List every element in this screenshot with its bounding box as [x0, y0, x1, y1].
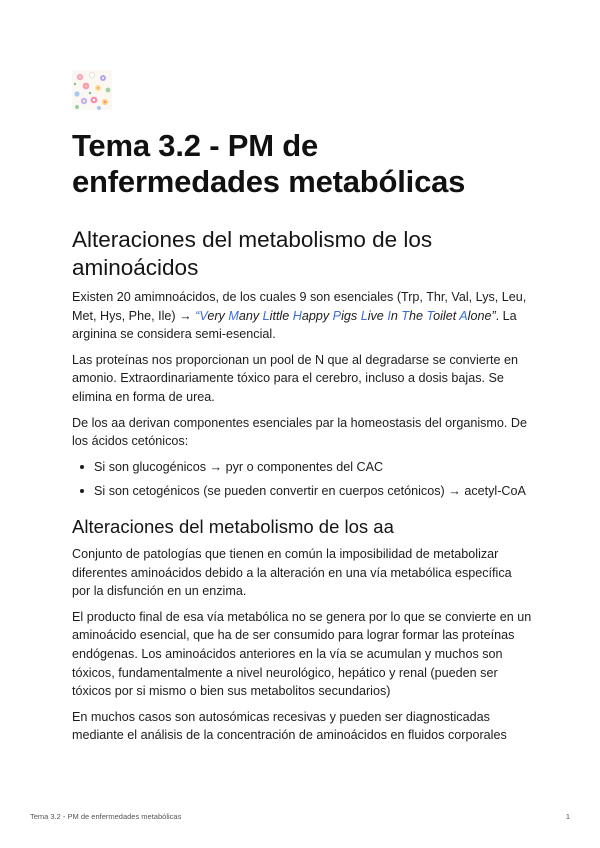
- list-item-glucogenic: Si son glucogénicos → pyr o componentes del CAC: [94, 458, 532, 477]
- mnemonic-phrase: [195, 309, 495, 323]
- ketoacid-fate-list: [72, 458, 532, 501]
- mnemonic-word-rest: he: [409, 308, 427, 323]
- mnemonic-word-rest: igs: [341, 308, 361, 323]
- page-title: Tema 3.2 - PM de enfermedades metabólicas: [72, 128, 466, 199]
- essential-aminoacids-paragraph: [72, 288, 532, 344]
- footer-document-title: Tema 3.2 - PM de enfermedades metabólicas: [30, 812, 182, 821]
- mnemonic-word-rest: ery: [207, 308, 229, 323]
- list-item-ketogenic: Si son cetogénicos (se pueden convertir en cuerpos cetónicos) → acetyl-CoA: [94, 482, 532, 501]
- mnemonic-initial: M: [228, 308, 239, 323]
- mnemonic-word-rest: appy: [301, 308, 333, 323]
- mnemonic-initial: A: [459, 308, 468, 323]
- page-number: 1: [565, 812, 570, 821]
- definition-paragraph: Conjunto de patologías que tienen en común la imposibilidad de metabolizar diferentes aminoácidos debido a la alteración en una vía metabólica específica por la disfunción en un enzima.: [72, 546, 512, 599]
- mnemonic-word-rest: ittle: [269, 308, 293, 323]
- mnemonic-initial: P: [332, 308, 342, 323]
- mnemonic-initial: “V: [195, 308, 208, 323]
- mnemonic-word-rest: oilet: [433, 308, 460, 323]
- arginine-note: . La arginina se considera semi-esencial.: [72, 308, 517, 342]
- end-product-paragraph: El producto final de esa vía metabólica no se genera por lo que se convierte en un aminoácido esencial, que ha de ser consumido para lograr formar las proteínas endógenas. Los aminoácidos anteriores en la vía se acumulan y muchos son tóxicos, fundamentalmente a nivel neurológico, hepático y renal (pueden ser tóxicos por si mismo o bien sus metabolitos secundarios): [72, 609, 532, 699]
- essential-aminoacids-lead: Existen 20 amimnoácidos, de los cuales 9 son esenciales (Trp, Thr, Val, Lys, Leu, Met, Hys, Phe, Ile) →: [72, 290, 527, 323]
- mnemonic-initial: T: [426, 308, 434, 323]
- mnemonic-word-rest: ive: [367, 308, 388, 323]
- section-heading-aminoacid-metabolism: Alteraciones del metabolismo de los aminoácidos: [72, 227, 433, 280]
- mnemonic-initial: H: [292, 308, 302, 323]
- blossom-pattern-icon: [72, 70, 112, 110]
- mnemonic-initial: I: [387, 308, 391, 323]
- diagnosis-paragraph: En muchos casos son autosómicas recesivas y pueden ser diagnosticadas mediante el análisis de la concentración de aminoácidos en fluidos corporales: [72, 709, 507, 743]
- section-heading-aa-metabolism: Alteraciones del metabolismo de los aa: [72, 515, 394, 537]
- mnemonic-initial: T: [401, 308, 410, 323]
- mnemonic-initial: L: [360, 308, 368, 323]
- mnemonic-initial: L: [262, 308, 270, 323]
- nitrogen-pool-paragraph: Las proteínas nos proporcionan un pool de N que al degradarse se convierte en amonio. Extraordinariamente tóxico para el cerebro, incluso a dosis bajas. Se elimina en forma de urea.: [72, 352, 518, 404]
- mnemonic-word-rest: n: [390, 308, 402, 323]
- ketoacids-paragraph: De los aa derivan componentes esenciales par la homeostasis del organismo. De los ácidos cetónicos:: [72, 415, 528, 449]
- mnemonic-word-rest: any: [238, 308, 263, 323]
- mnemonic-word-rest: lone”: [467, 308, 496, 323]
- page-content: [72, 70, 532, 752]
